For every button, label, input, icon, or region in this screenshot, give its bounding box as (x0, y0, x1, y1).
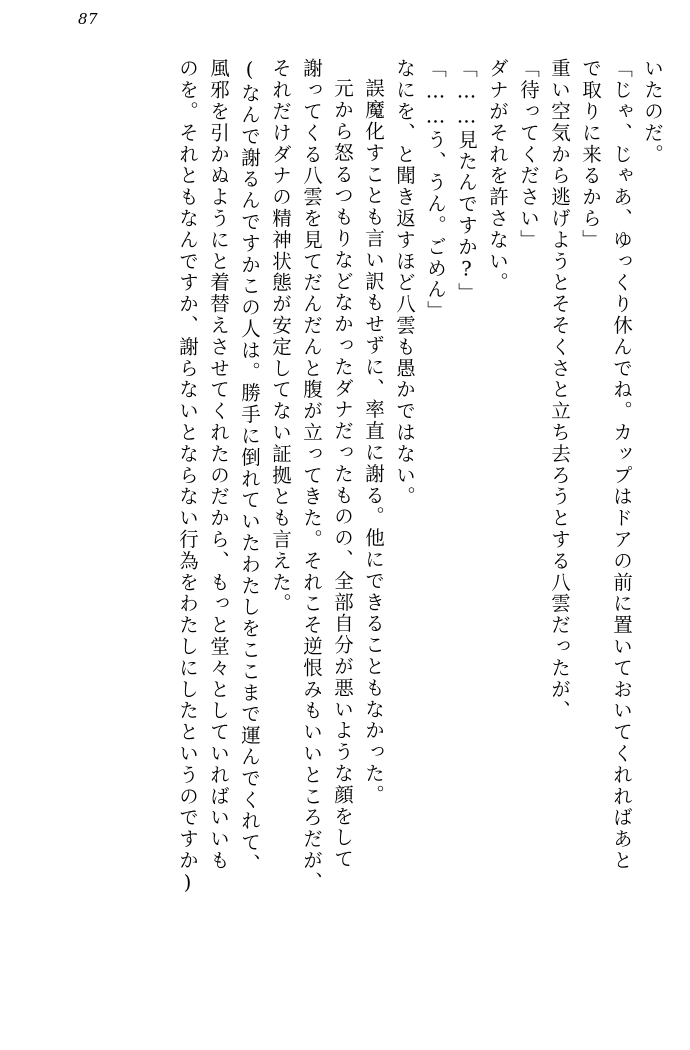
text-line: ダナがそれを許さない。 (486, 58, 509, 294)
text-line: 「……見たんですか?」 (455, 58, 478, 304)
text-line: それだけダナの精神状態が安定してない証拠とも言えた。 (269, 58, 292, 615)
text-line: 誤魔化すことも言い訳もせずに、率直に謝る。他にできることもなかった。 (362, 78, 385, 806)
text-line: 「待ってください」 (517, 58, 540, 251)
text-line: のを。それともなんですか、謝らないとならない行為をわたしにしたというのですか) (176, 58, 199, 897)
text-line: 「じゃ、じゃあ、ゆっくり休んでね。カップはドアの前に置いておいてくれればあと (610, 58, 633, 872)
text-line: 風邪を引かぬようにと着替えさせてくれたのだから、もっと堂々としていればいいも (207, 58, 230, 872)
text-line: で取りに来るから」 (579, 58, 602, 251)
text-line: いたのだ。 (641, 58, 664, 165)
text-line: 「……う、うん。ごめん」 (424, 58, 447, 322)
text-line: 謝ってくる八雲を見てだんだんと腹が立ってきた。それこそ逆恨みもいいところだが、 (300, 58, 323, 893)
text-line: 重い空気から逃げようとそそくさと立ち去ろうとする八雲だったが、 (548, 58, 571, 722)
text-line: (なんで謝るんですかこの人は。勝手に倒れていたわたしをここまで運んでくれて、 (238, 58, 261, 875)
page-number: 87 (78, 10, 99, 28)
text-line: なにを、と聞き返すほど八雲も愚かではない。 (393, 58, 416, 508)
vertical-text-body (30, 58, 662, 1023)
text-line: 元から怒るつもりなどなかったダナだったものの、全部自分が悪いような顔をして (331, 78, 354, 870)
